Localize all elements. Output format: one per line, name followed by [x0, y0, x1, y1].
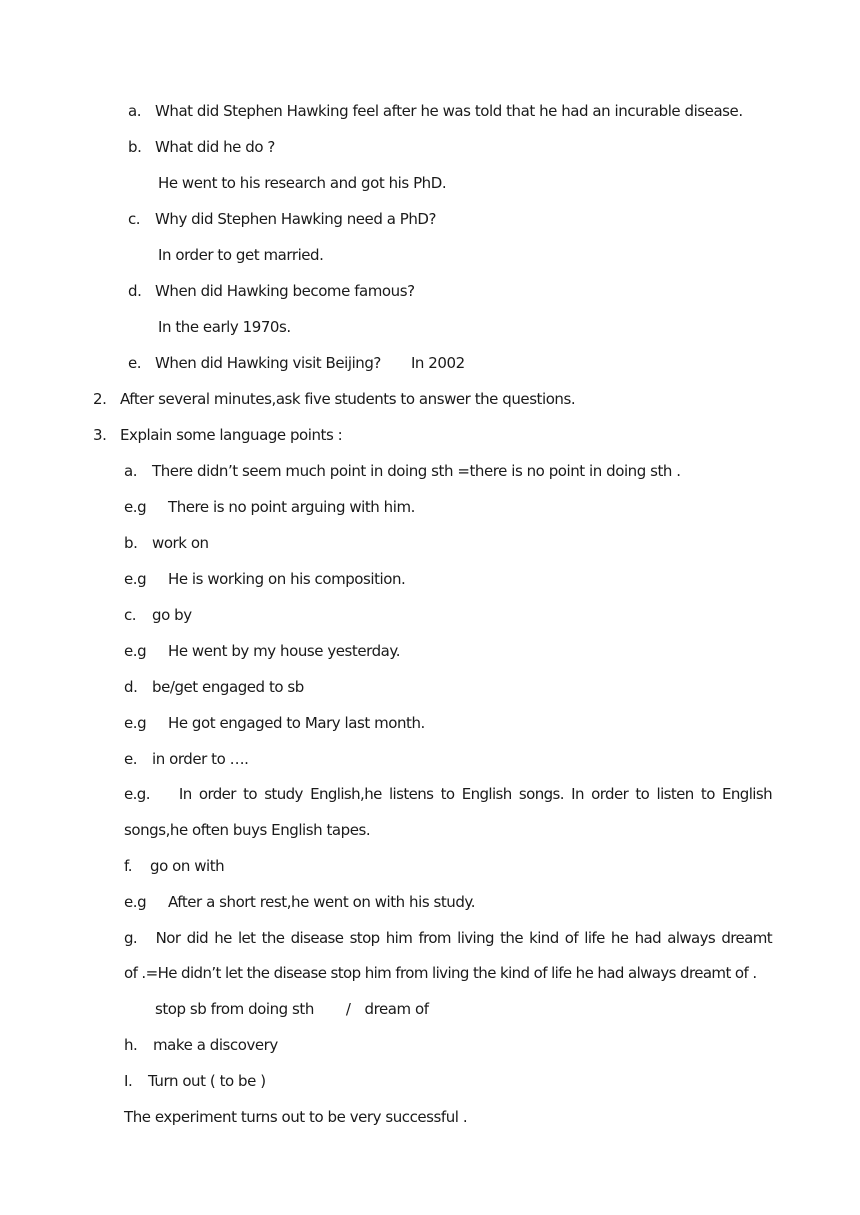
eg-marker: e.g [124, 642, 147, 660]
list-marker: d. [128, 282, 142, 300]
example-a [124, 497, 415, 517]
point-text: work on [152, 534, 209, 552]
question-d [128, 281, 415, 301]
list-marker: a. [124, 462, 138, 480]
example-c [124, 641, 400, 661]
example-d [124, 713, 425, 733]
question-text: When did Hawking become famous? [155, 282, 415, 300]
list-marker: d. [124, 678, 138, 696]
point-text: go by [152, 606, 192, 624]
point-text: Turn out ( to be ) [148, 1072, 266, 1090]
example-text: He got engaged to Mary last month. [168, 714, 425, 732]
list-marker: 2. [93, 390, 107, 408]
list-marker: 3. [93, 426, 107, 444]
example-f [124, 892, 475, 912]
step-text: Explain some language points : [120, 426, 343, 444]
example-e-line1 [124, 784, 772, 804]
point-g-line2: of .=He didn’t let the disease stop him from living the kind of life he had always dreamt of . [124, 964, 757, 982]
question-a [128, 101, 743, 121]
list-marker: e. [124, 750, 138, 768]
example-e-line2: songs,he often buys English tapes. [124, 821, 371, 839]
list-marker: c. [124, 606, 137, 624]
point-text: There didn’t seem much point in doing sth =there is no point in doing sth . [152, 462, 681, 480]
question-b [128, 137, 275, 157]
point-f [124, 856, 224, 876]
point-text: in order to …. [152, 750, 249, 768]
point-g-line1 [124, 928, 772, 948]
list-marker: f. [124, 857, 133, 875]
list-marker: b. [128, 138, 142, 156]
question-text: What did Stephen Hawking feel after he was told that he had an incurable disease. [155, 102, 743, 120]
question-text: What did he do ? [155, 138, 275, 156]
sub-right: dream of [364, 1000, 429, 1018]
list-marker: a. [128, 102, 142, 120]
example-text: In order to study English,he listens to English songs. In order to listen to English [178, 785, 772, 803]
eg-marker: e.g [124, 893, 147, 911]
sub-separator: / [345, 1000, 351, 1018]
list-marker: h. [124, 1036, 138, 1054]
eg-marker: e.g [124, 714, 147, 732]
example-b [124, 569, 405, 589]
answer-d: In the early 1970s. [158, 318, 291, 336]
list-marker: e. [128, 354, 142, 372]
list-marker: b. [124, 534, 138, 552]
point-b [124, 533, 209, 553]
example-text: After a short rest,he went on with his study. [168, 893, 476, 911]
list-marker: g. [124, 929, 138, 947]
point-c [124, 605, 192, 625]
step-text: After several minutes,ask five students to answer the questions. [120, 390, 576, 408]
point-text: go on with [150, 857, 225, 875]
answer-c: In order to get married. [158, 246, 324, 264]
point-text: make a discovery [153, 1036, 278, 1054]
list-marker: I. [124, 1072, 133, 1090]
question-e [128, 353, 465, 373]
step-2 [93, 389, 575, 409]
eg-marker: e.g [124, 570, 147, 588]
point-a [124, 461, 681, 481]
answer-e: In 2002 [410, 354, 465, 372]
eg-marker: e.g. [124, 785, 150, 803]
point-e [124, 749, 249, 769]
point-h [124, 1035, 278, 1055]
example-text: There is no point arguing with him. [168, 498, 415, 516]
list-marker: c. [128, 210, 141, 228]
answer-b: He went to his research and got his PhD. [158, 174, 447, 192]
point-text: be/get engaged to sb [152, 678, 304, 696]
point-i [124, 1071, 266, 1091]
question-c [128, 209, 436, 229]
eg-marker: e.g [124, 498, 147, 516]
point-text: Nor did he let the disease stop him from living the kind of life he had always dreamt [155, 929, 772, 947]
step-3 [93, 425, 342, 445]
example-i: The experiment turns out to be very successful . [124, 1108, 468, 1126]
point-g-sub [155, 999, 429, 1019]
example-text: He is working on his composition. [168, 570, 406, 588]
point-d [124, 677, 304, 697]
sub-left: stop sb from doing sth [155, 1000, 314, 1018]
question-text: Why did Stephen Hawking need a PhD? [155, 210, 437, 228]
example-text: He went by my house yesterday. [168, 642, 401, 660]
question-text: When did Hawking visit Beijing? [155, 354, 381, 372]
